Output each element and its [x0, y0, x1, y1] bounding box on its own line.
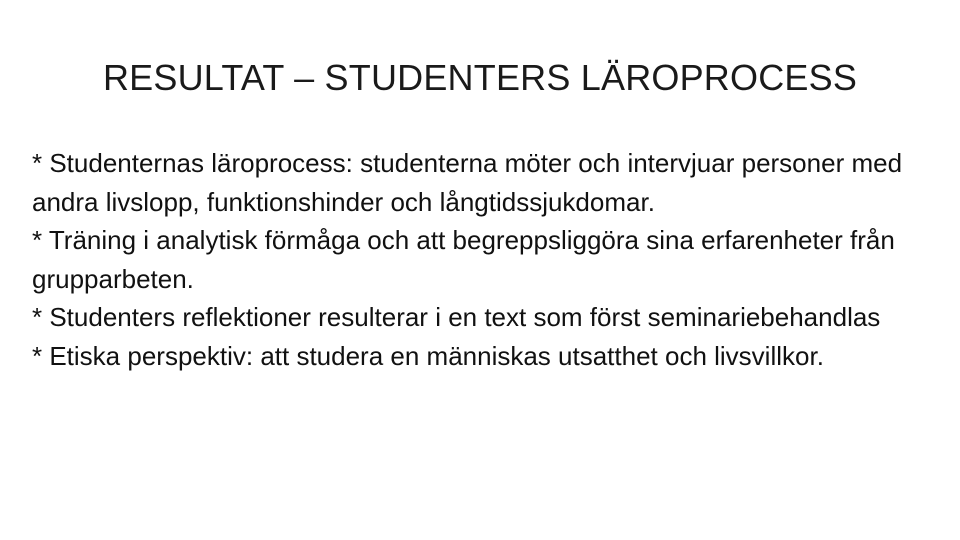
slide-body: [32, 144, 932, 376]
bullet-paragraph-3: * Studenters reflektioner resulterar i en text som först seminariebehandlas: [32, 302, 881, 333]
slide-title: RESULTAT – STUDENTERS LÄROPROCESS: [102, 57, 858, 98]
bullet-paragraph-4: * Etiska perspektiv: att studera en människas utsatthet och livsvillkor.: [32, 340, 824, 371]
bullet-paragraph-1: * Studenternas läroprocess: studenterna möter och intervjuar personer med andra livslopp, funktionshinder och långtidssjukdomar.: [32, 148, 903, 217]
bullet-paragraph-2: * Träning i analytisk förmåga och att begreppsliggöra sina erfarenheter från grupparbeten.: [32, 225, 895, 294]
